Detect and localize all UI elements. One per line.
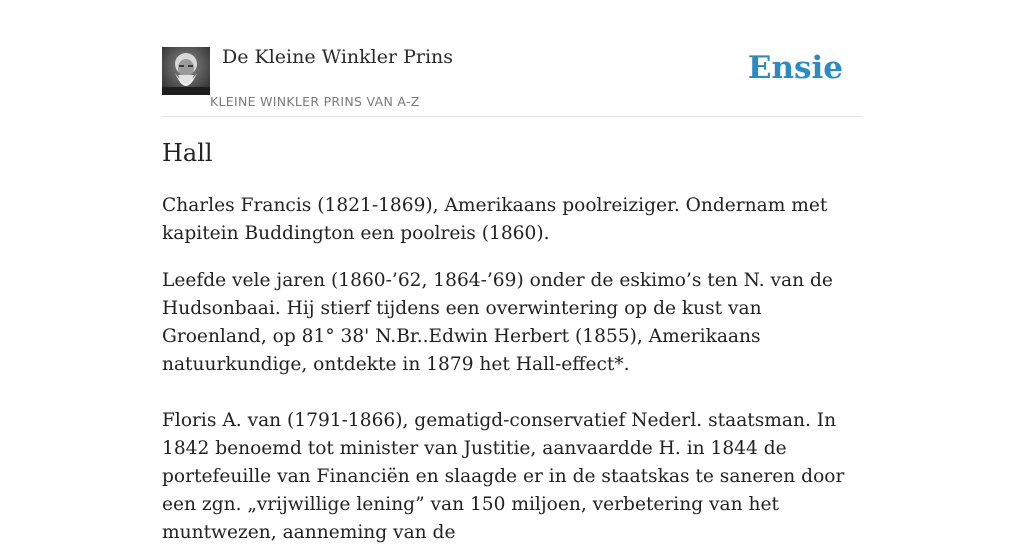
source-subtitle: KLEINE WINKLER PRINS VAN A-Z [210,94,420,109]
ensie-logo-link[interactable]: Ensie [747,50,843,86]
source-title-link[interactable]: De Kleine Winkler Prins [222,46,454,68]
article-title: Hall [162,139,213,167]
article-paragraph: Floris A. van (1791-1866), gematigd-conservatief Nederl. staatsman. In 1842 benoemd tot minister van Justitie, aanvaardde H. in 1844 de portefeuille van Financiën en slaagde er in de staatskas te saneren door een zgn. „vrijwillige lening” van 150 miljoen, verbetering van het muntwezen, aanneming van de [162,410,845,543]
article-body [162,192,862,547]
article-paragraph: Charles Francis (1821-1869), Amerikaans poolreiziger. Ondernam met kapitein Buddington een poolreis (1860). [162,195,828,244]
avatar[interactable] [162,47,210,95]
page [162,0,862,543]
article-paragraph: Leefde vele jaren (1860-’62, 1864-’69) onder de eskimo’s ten N. van de Hudsonbaai. Hij stierf tijdens een overwintering op de kust van Groenland, op 81° 38' N.Br..Edwin Herbert (1855), Amerikaans natuurkundige, ontdekte in 1879 het Hall-effect*. [162,270,833,375]
header [162,0,862,117]
bearded-man-portrait-icon [162,47,210,95]
